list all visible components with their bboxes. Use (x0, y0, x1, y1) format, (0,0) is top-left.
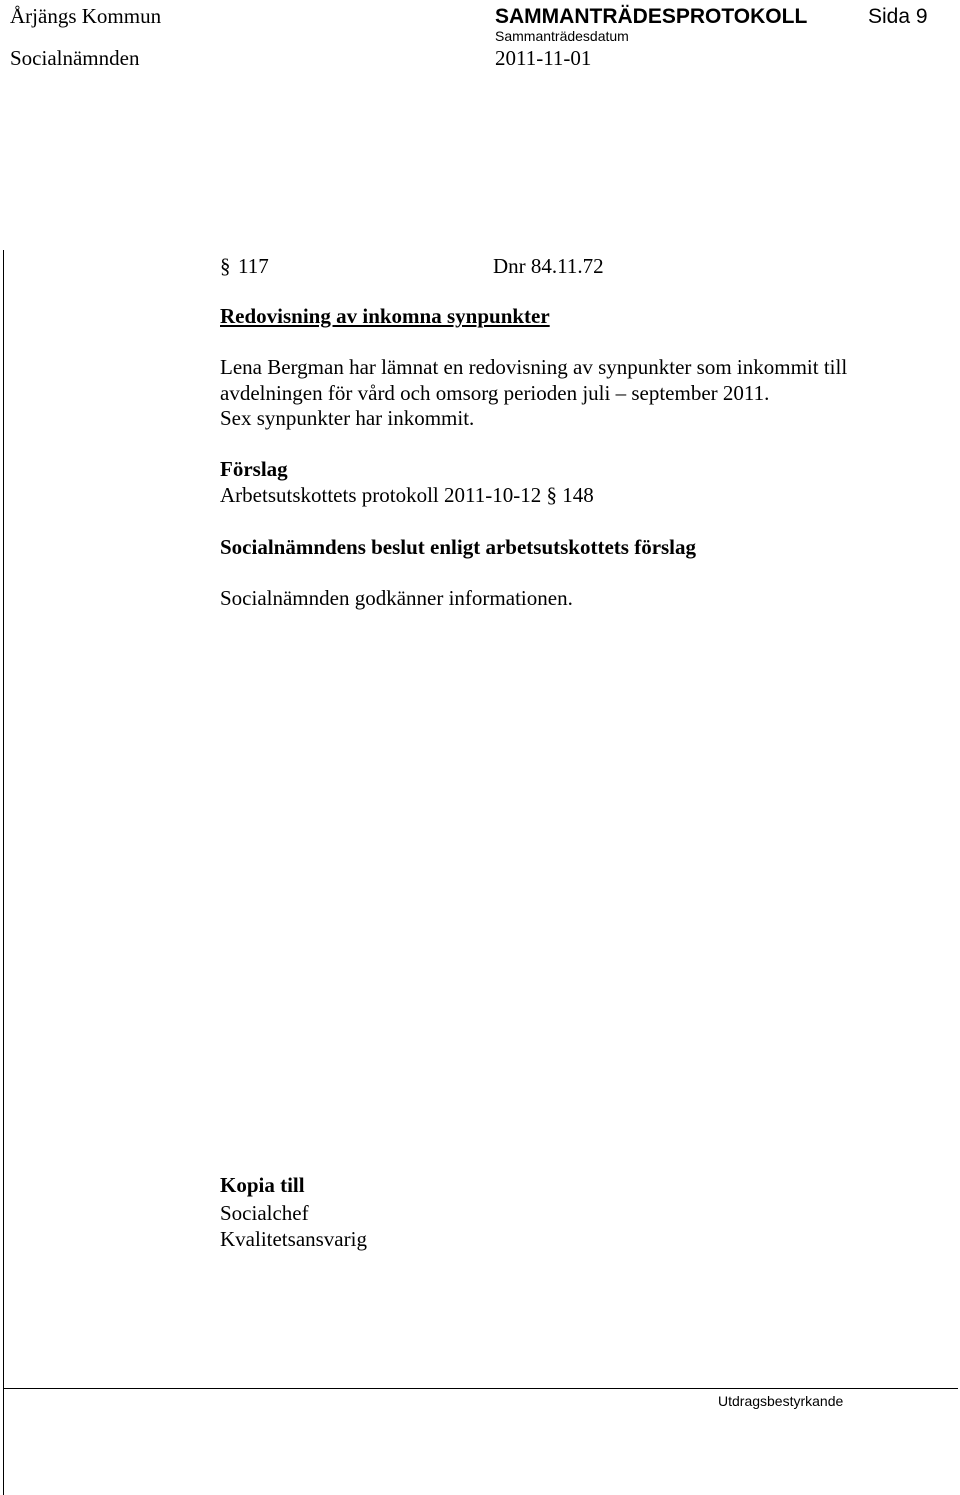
meeting-date: 2011-11-01 (495, 46, 592, 70)
copy-recipient: Kvalitetsansvarig (220, 1227, 367, 1251)
organization-name: Årjängs Kommun (10, 4, 162, 28)
decision-text: Socialnämnden godkänner informationen. (220, 586, 573, 610)
frame-bottom-rule (3, 1388, 958, 1389)
body-line: avdelningen för vård och omsorg perioden juli – september 2011. (220, 380, 770, 405)
diary-number: Dnr 84.11.72 (493, 254, 604, 278)
body-line: Sex synpunkter har inkommit. (220, 406, 475, 430)
copy-heading: Kopia till (220, 1173, 305, 1197)
proposal-heading: Förslag (220, 457, 288, 481)
paragraph-number: 117 (238, 254, 269, 278)
decision-heading: Socialnämndens beslut enligt arbetsutskottets förslag (220, 535, 697, 559)
body-line: Lena Bergman har lämnat en redovisning av synpunkter som inkommit till (220, 355, 848, 379)
department-name: Socialnämnden (10, 46, 140, 70)
copy-recipient: Socialchef (220, 1201, 309, 1225)
proposal-text: Arbetsutskottets protokoll 2011-10-12 § 148 (220, 483, 594, 507)
section-title: Redovisning av inkomna synpunkter (220, 304, 550, 328)
document-title: SAMMANTRÄDESPROTOKOLL (495, 5, 808, 28)
certification-label: Utdragsbestyrkande (718, 1393, 844, 1409)
frame-left-rule (3, 250, 4, 1495)
copy-recipient-list (220, 1200, 367, 1252)
meeting-date-label: Sammanträdesdatum (495, 28, 629, 44)
paragraph-sign: § (220, 254, 231, 278)
page-number: Sida 9 (868, 5, 928, 28)
body-text (220, 355, 920, 432)
